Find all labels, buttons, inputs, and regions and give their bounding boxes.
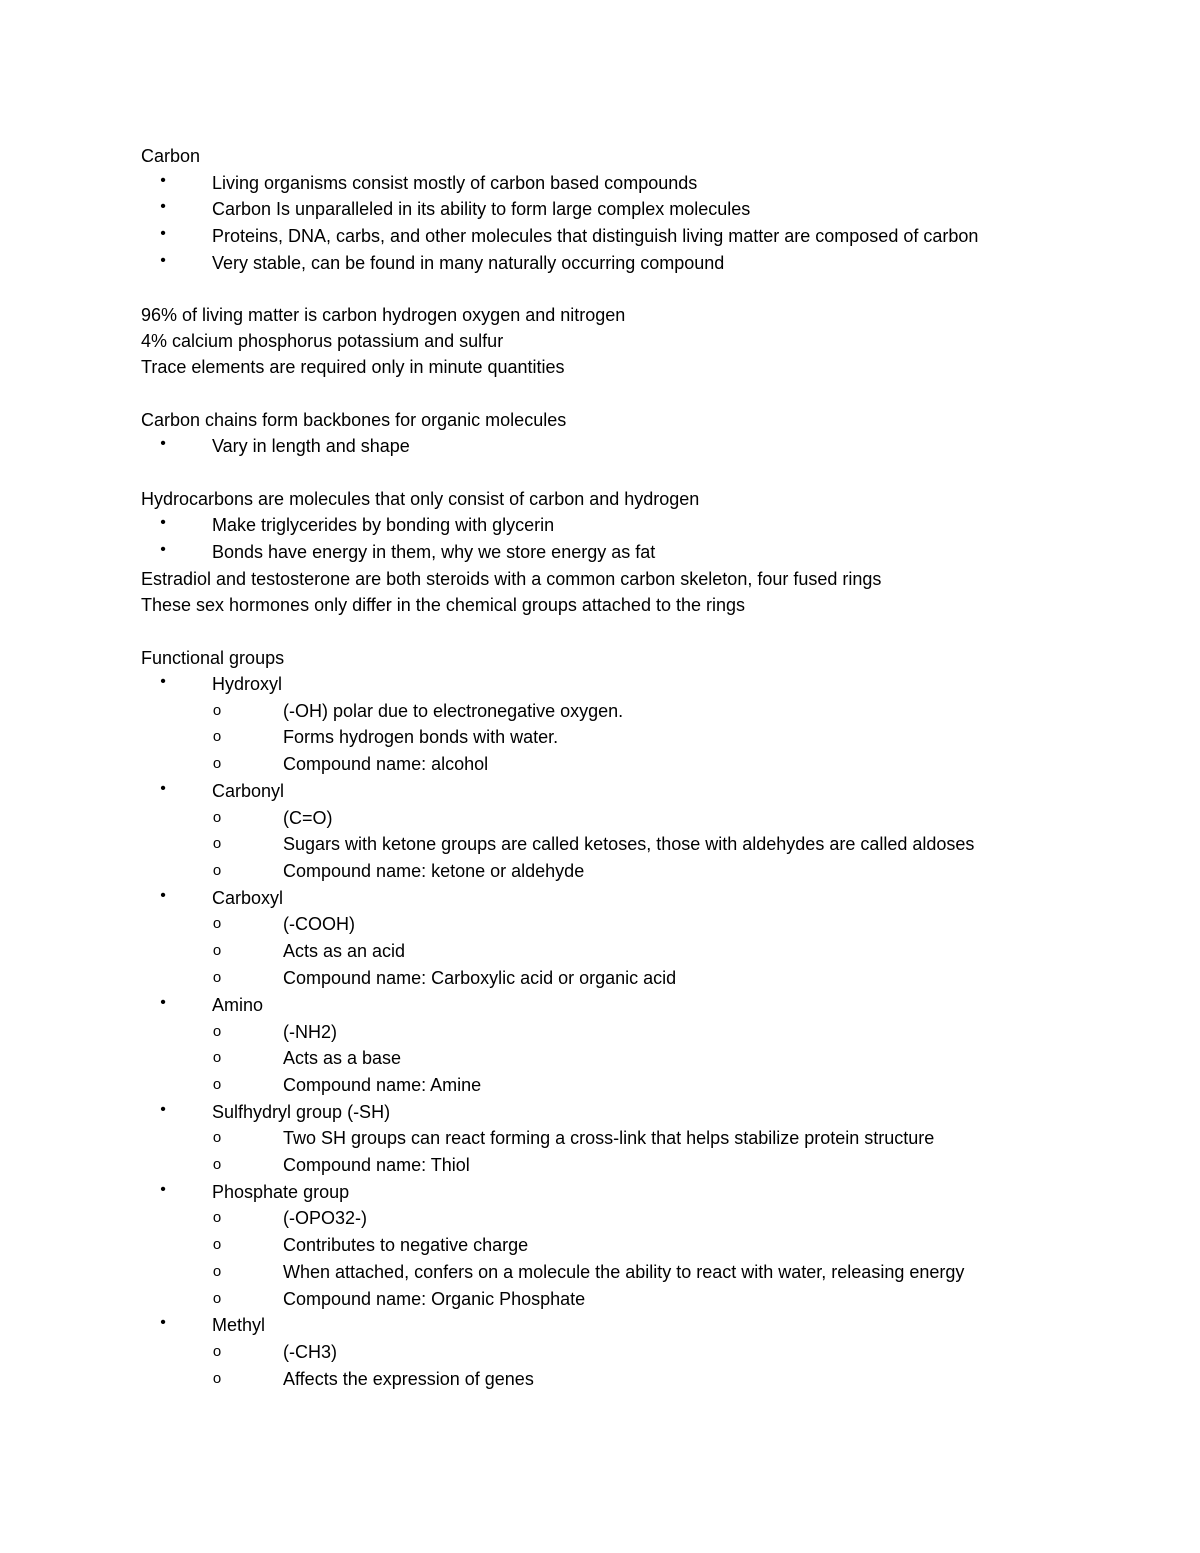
circle-bullet-icon: o [212, 1236, 222, 1253]
list-item-text: Proteins, DNA, carbs, and other molecules that distinguish living matter are composed of carbon [212, 226, 979, 246]
sub-list-item-text: Two SH groups can react forming a cross-link that helps stabilize protein structure [283, 1128, 935, 1148]
circle-bullet-icon: o [212, 702, 222, 719]
bullet-icon: • [160, 1101, 166, 1118]
sub-list-item-text: Compound name: ketone or aldehyde [283, 861, 585, 881]
paragraph-line: Trace elements are required only in minute quantities [141, 357, 565, 377]
bullet-icon: • [160, 172, 166, 189]
bullet-icon: • [160, 887, 166, 904]
circle-bullet-icon: o [212, 862, 222, 879]
circle-bullet-icon: o [212, 755, 222, 772]
bullet-icon: • [160, 673, 166, 690]
paragraph-line: These sex hormones only differ in the chemical groups attached to the rings [141, 595, 746, 615]
sub-list-item-text: (-CH3) [283, 1342, 337, 1362]
circle-bullet-icon: o [212, 1209, 222, 1226]
list-item-text: Carbon Is unparalleled in its ability to form large complex molecules [212, 199, 751, 219]
sub-list-item-text: (-NH2) [283, 1022, 337, 1042]
sub-list-item-text: Sugars with ketone groups are called ketoses, those with aldehydes are called aldoses [283, 834, 975, 854]
group-name: Methyl [212, 1315, 266, 1335]
circle-bullet-icon: o [212, 1049, 222, 1066]
circle-bullet-icon: o [212, 1370, 222, 1387]
group-name: Carbonyl [212, 781, 285, 801]
circle-bullet-icon: o [212, 1129, 222, 1146]
sub-list-item-text: Compound name: alcohol [283, 754, 489, 774]
sub-list-item-text: Compound name: Carboxylic acid or organic acid [283, 968, 677, 988]
list-item-text: Bonds have energy in them, why we store energy as fat [212, 542, 656, 562]
sub-list-item-text: (-OH) polar due to electronegative oxygen. [283, 701, 624, 721]
group-name: Amino [212, 995, 264, 1015]
sub-list-item-text: Compound name: Amine [283, 1075, 482, 1095]
circle-bullet-icon: o [212, 1023, 222, 1040]
bullet-icon: • [160, 514, 166, 531]
list-item-text: Make triglycerides by bonding with glycerin [212, 515, 555, 535]
sub-list-item-text: Acts as an acid [283, 941, 406, 961]
section-heading-functional-groups: Functional groups [141, 648, 285, 668]
sub-list-item-text: When attached, confers on a molecule the ability to react with water, releasing energy [283, 1262, 965, 1282]
bullet-icon: • [160, 994, 166, 1011]
list-item-text: Vary in length and shape [212, 436, 410, 456]
group-name: Carboxyl [212, 888, 284, 908]
circle-bullet-icon: o [212, 1290, 222, 1307]
paragraph-line: 96% of living matter is carbon hydrogen oxygen and nitrogen [141, 305, 626, 325]
bullet-icon: • [160, 225, 166, 242]
list-item-text: Living organisms consist mostly of carbon based compounds [212, 173, 698, 193]
group-name: Sulfhydryl group (-SH) [212, 1102, 391, 1122]
sub-list-item-text: (-OPO32-) [283, 1208, 368, 1228]
list-item-text: Very stable, can be found in many naturally occurring compound [212, 253, 725, 273]
bullet-icon: • [160, 252, 166, 269]
sub-list-item-text: Affects the expression of genes [283, 1369, 534, 1389]
sub-list-item-text: Forms hydrogen bonds with water. [283, 727, 559, 747]
bullet-icon: • [160, 1181, 166, 1198]
circle-bullet-icon: o [212, 728, 222, 745]
circle-bullet-icon: o [212, 1076, 222, 1093]
bullet-icon: • [160, 780, 166, 797]
bullet-icon: • [160, 435, 166, 452]
circle-bullet-icon: o [212, 835, 222, 852]
sub-list-item-text: Compound name: Thiol [283, 1155, 470, 1175]
paragraph-line: Estradiol and testosterone are both steroids with a common carbon skeleton, four fused rings [141, 569, 882, 589]
bullet-icon: • [160, 198, 166, 215]
circle-bullet-icon: o [212, 942, 222, 959]
circle-bullet-icon: o [212, 1263, 222, 1280]
group-name: Hydroxyl [212, 674, 283, 694]
section-heading-carbon: Carbon [141, 146, 201, 166]
bullet-icon: • [160, 1314, 166, 1331]
bullet-icon: • [160, 541, 166, 558]
circle-bullet-icon: o [212, 915, 222, 932]
sub-list-item-text: Contributes to negative charge [283, 1235, 529, 1255]
sub-list-item-text: (-COOH) [283, 914, 355, 934]
sub-list-item-text: Compound name: Organic Phosphate [283, 1289, 586, 1309]
circle-bullet-icon: o [212, 1156, 222, 1173]
sub-list-item-text: (C=O) [283, 808, 333, 828]
paragraph-line: 4% calcium phosphorus potassium and sulfur [141, 331, 504, 351]
sub-list-item-text: Acts as a base [283, 1048, 402, 1068]
group-name: Phosphate group [212, 1182, 350, 1202]
circle-bullet-icon: o [212, 1343, 222, 1360]
section-heading-carbon-chains: Carbon chains form backbones for organic molecules [141, 410, 567, 430]
circle-bullet-icon: o [212, 969, 222, 986]
section-heading-hydrocarbons: Hydrocarbons are molecules that only consist of carbon and hydrogen [141, 489, 700, 509]
circle-bullet-icon: o [212, 809, 222, 826]
